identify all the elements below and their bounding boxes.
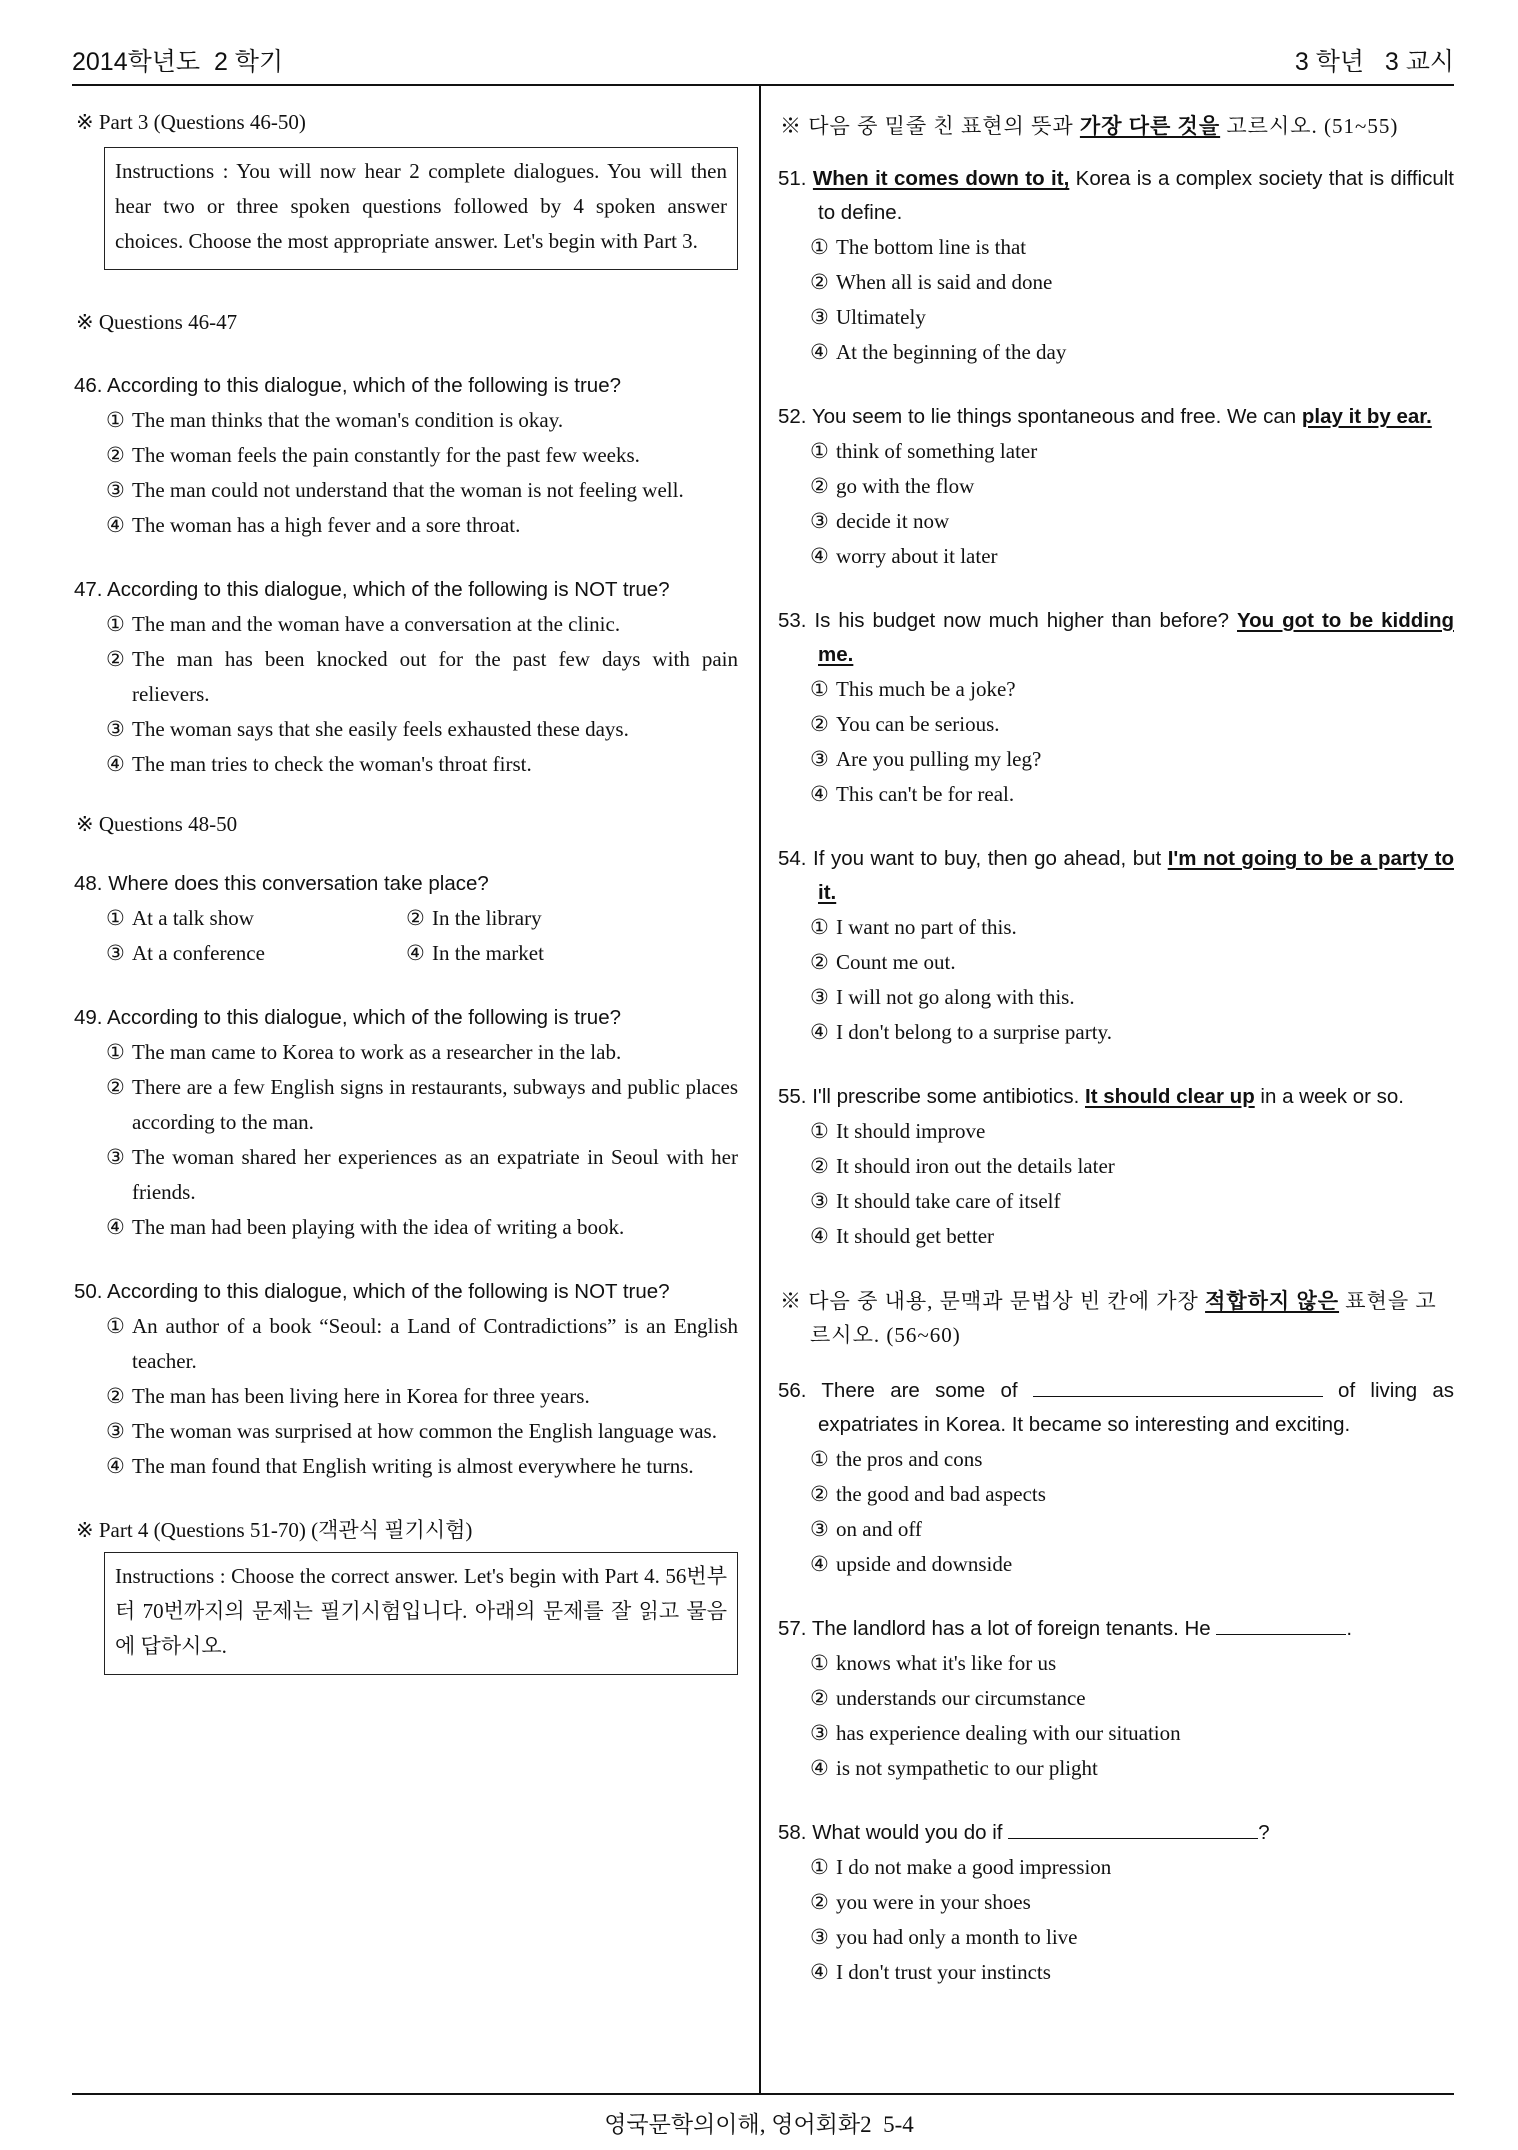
option-text: An author of a book “Seoul: a Land of Contradictions” is an English teacher. — [132, 1314, 738, 1373]
stem-text: You seem to lie things spontaneous and free. We can — [811, 405, 1302, 428]
option-1 — [778, 1442, 1454, 1477]
option-text: worry about it later — [836, 544, 998, 568]
option-1 — [778, 910, 1454, 945]
underlined-expression: You got to be kidding me. — [818, 609, 1454, 666]
option-text: The man had been playing with the idea of writing a book. — [132, 1215, 625, 1239]
option-text: You can be serious. — [836, 712, 1000, 736]
question-51 — [778, 162, 1454, 370]
questions-48-50-note: ※ Questions 48-50 — [76, 812, 238, 836]
option-marker: ① — [810, 677, 829, 701]
option-text: has experience dealing with our situation — [836, 1721, 1181, 1745]
option-marker: ③ — [106, 1419, 125, 1443]
answer-blank — [1008, 1820, 1258, 1839]
option-marker: ② — [810, 1482, 829, 1506]
option-marker: ③ — [810, 1517, 829, 1541]
option-marker: ④ — [810, 1756, 829, 1780]
option-marker: ④ — [106, 752, 125, 776]
option-marker: ② — [106, 647, 125, 671]
question-number: 53. — [778, 609, 807, 632]
note-text: ※ 다음 중 밑줄 친 표현의 뜻과 — [780, 114, 1080, 138]
question-48 — [74, 867, 738, 971]
option-marker: ④ — [810, 1552, 829, 1576]
option-text: knows what it's like for us — [836, 1651, 1057, 1675]
option-marker: ③ — [106, 717, 125, 741]
option-marker: ① — [810, 1447, 829, 1471]
stem-text: The landlord has a lot of foreign tenants. He — [811, 1617, 1217, 1640]
stem-text: Is his budget now much higher than before? — [814, 609, 1237, 632]
option-text: Are you pulling my leg? — [836, 747, 1042, 771]
option-marker: ① — [106, 612, 125, 636]
option-2 — [778, 265, 1454, 300]
note-text: 고르시오. (51~55) — [1220, 114, 1399, 138]
option-text: I want no part of this. — [836, 915, 1017, 939]
option-3 — [778, 504, 1454, 539]
stem-text: in a week or so. — [1254, 1085, 1404, 1108]
header-grade-period: 3 학년 3 교시 — [1294, 48, 1454, 76]
option-marker: ② — [810, 1154, 829, 1178]
question-number: 52. — [778, 405, 807, 428]
option-marker: ① — [106, 408, 125, 432]
header-rule — [72, 84, 1454, 86]
note-text: ※ 다음 중 내용, 문맥과 문법상 빈 칸에 가장 — [780, 1289, 1206, 1313]
option-marker: ① — [810, 439, 829, 463]
option-marker: ② — [810, 950, 829, 974]
question-stem — [778, 604, 1454, 672]
underlined-expression: It should clear up — [1085, 1085, 1255, 1108]
option-marker: ④ — [810, 1224, 829, 1248]
option-text: The man thinks that the woman's condition is okay. — [132, 408, 564, 432]
option-marker: ② — [810, 1890, 829, 1914]
footer-rule — [72, 2093, 1454, 2095]
option-marker: ④ — [106, 1215, 125, 1239]
option-text: The man tries to check the woman's throat first. — [132, 752, 532, 776]
option-text: The man could not understand that the woman is not feeling well. — [132, 478, 684, 502]
option-text: When all is said and done — [836, 270, 1053, 294]
option-3 — [778, 1184, 1454, 1219]
option-1 — [778, 672, 1454, 707]
option-marker: ② — [106, 443, 125, 467]
option-text: I do not make a good impression — [836, 1855, 1112, 1879]
question-stem — [778, 1080, 1454, 1114]
option-1 — [778, 434, 1454, 469]
option-text: the good and bad aspects — [836, 1482, 1046, 1506]
option-4 — [778, 1547, 1454, 1582]
option-1 — [74, 1035, 738, 1070]
option-1 — [74, 607, 738, 642]
option-text: The bottom line is that — [836, 235, 1027, 259]
option-marker: ② — [810, 1686, 829, 1710]
header-term: 2014학년도 2 학기 — [72, 48, 284, 76]
option-2 — [778, 707, 1454, 742]
option-text: At a conference — [132, 941, 265, 965]
option-2 — [74, 1070, 738, 1140]
right-column — [778, 110, 1454, 1990]
instruction-note-56-60 — [780, 1284, 1454, 1352]
option-2 — [778, 1885, 1454, 1920]
option-1 — [778, 230, 1454, 265]
question-stem: 46. According to this dialogue, which of the following is true? — [74, 374, 621, 397]
option-text: The woman feels the pain constantly for the past few weeks. — [132, 443, 640, 467]
question-stem — [778, 1816, 1454, 1850]
page-footer: 영국문학의이해, 영어회화2 5-4 — [604, 2112, 914, 2137]
option-1 — [778, 1850, 1454, 1885]
option-text: upside and downside — [836, 1552, 1013, 1576]
question-stem — [778, 1612, 1454, 1646]
option-marker: ③ — [810, 747, 829, 771]
question-46 — [74, 369, 738, 543]
option-marker: ② — [810, 712, 829, 736]
option-marker: ④ — [810, 1960, 829, 1984]
stem-text: ? — [1258, 1821, 1270, 1844]
option-text: It should improve — [836, 1119, 986, 1143]
question-56 — [778, 1374, 1454, 1582]
option-text: The woman was surprised at how common the English language was. — [132, 1419, 717, 1443]
option-3 — [74, 1414, 738, 1449]
option-marker: ③ — [810, 509, 829, 533]
option-3 — [74, 473, 738, 508]
stem-text: of living as expatriates in Korea. It became so interesting and exciting. — [818, 1379, 1454, 1436]
option-marker: ① — [106, 1040, 125, 1064]
note-emphasis: 적합하지 않은 — [1205, 1289, 1340, 1313]
option-3 — [778, 1920, 1454, 1955]
option-2 — [778, 1149, 1454, 1184]
stem-text: Korea is a complex society that is difficult to define. — [818, 167, 1454, 224]
answer-blank — [1033, 1378, 1323, 1397]
option-marker: ④ — [810, 782, 829, 806]
option-4 — [74, 747, 738, 782]
option-marker: ③ — [810, 985, 829, 1009]
option-text: you had only a month to live — [836, 1925, 1078, 1949]
option-4 — [778, 1751, 1454, 1786]
option-3 — [74, 936, 374, 971]
underlined-expression: When it comes down to it, — [812, 167, 1070, 190]
option-text: In the market — [432, 941, 544, 965]
option-marker: ② — [810, 270, 829, 294]
part4-instructions: Instructions : Choose the correct answer. Let's begin with Part 4. 56번부터 70번까지의 문제는 필기시험입니다. 아래의 문제를 잘 읽고 물음에 답하시오. — [104, 1552, 738, 1675]
option-1 — [74, 1309, 738, 1379]
stem-text: There are some of — [821, 1379, 1033, 1402]
question-stem: 48. Where does this conversation take place? — [74, 872, 489, 895]
option-marker: ③ — [810, 1721, 829, 1745]
page-header — [72, 42, 1454, 82]
option-text: understands our circumstance — [836, 1686, 1086, 1710]
question-stem: 49. According to this dialogue, which of the following is true? — [74, 1006, 621, 1029]
option-marker: ③ — [810, 1925, 829, 1949]
questions-46-47-note: ※ Questions 46-47 — [76, 310, 238, 334]
option-text: In the library — [432, 906, 542, 930]
option-text: At a talk show — [132, 906, 254, 930]
option-text: This much be a joke? — [836, 677, 1016, 701]
option-4 — [778, 1219, 1454, 1254]
option-4 — [778, 777, 1454, 812]
question-stem — [778, 162, 1454, 230]
question-number: 56. — [778, 1379, 807, 1402]
option-4 — [74, 1449, 738, 1484]
option-marker: ④ — [810, 340, 829, 364]
option-3 — [778, 300, 1454, 335]
note-emphasis: 가장 다른 것을 — [1079, 114, 1221, 138]
question-52 — [778, 400, 1454, 574]
option-4 — [778, 1955, 1454, 1990]
option-2 — [778, 945, 1454, 980]
question-number: 55. — [778, 1085, 807, 1108]
option-marker: ② — [106, 1075, 125, 1099]
question-53 — [778, 604, 1454, 812]
option-marker: ① — [106, 1314, 125, 1338]
part4-note: ※ Part 4 (Questions 51-70) (객관식 필기시험) — [76, 1518, 473, 1542]
left-column — [74, 110, 738, 1675]
option-text: I don't belong to a surprise party. — [836, 1020, 1112, 1044]
option-4 — [778, 335, 1454, 370]
question-number: 51. — [778, 167, 807, 190]
option-text: The man found that English writing is almost everywhere he turns. — [132, 1454, 694, 1478]
option-3 — [778, 742, 1454, 777]
option-4 — [374, 936, 674, 971]
question-55 — [778, 1080, 1454, 1254]
option-text: think of something later — [836, 439, 1038, 463]
option-marker: ③ — [106, 1145, 125, 1169]
option-text: This can't be for real. — [836, 782, 1015, 806]
underlined-expression: I'm not going to be a party to it. — [818, 847, 1454, 904]
option-marker: ③ — [106, 478, 125, 502]
option-3 — [778, 1512, 1454, 1547]
option-text: The man and the woman have a conversation at the clinic. — [132, 612, 621, 636]
question-stem: 47. According to this dialogue, which of the following is NOT true? — [74, 578, 670, 601]
option-2 — [778, 469, 1454, 504]
question-stem — [778, 1374, 1454, 1442]
option-text: I don't trust your instincts — [836, 1960, 1051, 1984]
option-marker: ① — [810, 1119, 829, 1143]
question-stem — [778, 842, 1454, 910]
option-3 — [778, 980, 1454, 1015]
option-3 — [778, 1716, 1454, 1751]
option-marker: ② — [106, 1384, 125, 1408]
note-text: 표현을 고르시오. (56~60) — [810, 1289, 1437, 1347]
stem-text: I'll prescribe some antibiotics. — [812, 1085, 1085, 1108]
option-text: the pros and cons — [836, 1447, 983, 1471]
option-text: It should iron out the details later — [836, 1154, 1115, 1178]
stem-text: If you want to buy, then go ahead, but — [813, 847, 1168, 870]
option-1 — [74, 901, 374, 936]
option-4 — [778, 1015, 1454, 1050]
option-4 — [74, 508, 738, 543]
option-marker: ① — [810, 1855, 829, 1879]
stem-text: What would you do if — [812, 1821, 1009, 1844]
question-49 — [74, 1001, 738, 1245]
option-1 — [74, 403, 738, 438]
option-2 — [74, 438, 738, 473]
stem-text: . — [1346, 1617, 1353, 1640]
question-stem: 50. According to this dialogue, which of the following is NOT true? — [74, 1280, 670, 1303]
option-2 — [778, 1477, 1454, 1512]
question-number: 58. — [778, 1821, 807, 1844]
option-marker: ① — [106, 906, 125, 930]
question-number: 54. — [778, 847, 807, 870]
question-50 — [74, 1275, 738, 1484]
question-58 — [778, 1816, 1454, 1990]
question-54 — [778, 842, 1454, 1050]
option-text: The woman shared her experiences as an expatriate in Seoul with her friends. — [132, 1145, 738, 1204]
option-text: The man came to Korea to work as a researcher in the lab. — [132, 1040, 622, 1064]
option-marker: ① — [810, 915, 829, 939]
option-text: The man has been living here in Korea for three years. — [132, 1384, 590, 1408]
option-text: Ultimately — [836, 305, 926, 329]
part3-instructions: Instructions : You will now hear 2 complete dialogues. You will then hear two or three spoken questions followed by 4 spoken answer choices. Choose the most appropriate answer. Let's begin with Part 3. — [104, 147, 738, 270]
option-text: The woman says that she easily feels exhausted these days. — [132, 717, 629, 741]
option-marker: ③ — [810, 305, 829, 329]
option-marker: ① — [810, 1651, 829, 1675]
option-text: Count me out. — [836, 950, 956, 974]
part3-note: ※ Part 3 (Questions 46-50) — [76, 110, 306, 134]
option-text: The man has been knocked out for the past few days with pain relievers. — [132, 647, 738, 706]
option-text: There are a few English signs in restaurants, subways and public places according to the man. — [132, 1075, 738, 1134]
question-57 — [778, 1612, 1454, 1786]
option-3 — [74, 1140, 738, 1210]
option-text: The woman has a high fever and a sore throat. — [132, 513, 521, 537]
instruction-note-51-55 — [780, 110, 1454, 140]
option-text: It should take care of itself — [836, 1189, 1061, 1213]
option-1 — [778, 1646, 1454, 1681]
option-2 — [778, 1681, 1454, 1716]
option-2 — [74, 1379, 738, 1414]
option-text: decide it now — [836, 509, 950, 533]
option-marker: ① — [810, 235, 829, 259]
column-divider — [759, 86, 761, 2093]
answer-blank — [1216, 1616, 1346, 1635]
underlined-expression: play it by ear. — [1301, 405, 1432, 428]
option-marker: ④ — [106, 513, 125, 537]
option-marker: ④ — [810, 1020, 829, 1044]
option-text: I will not go along with this. — [836, 985, 1075, 1009]
option-marker: ② — [406, 906, 425, 930]
option-marker: ③ — [810, 1189, 829, 1213]
question-number: 57. — [778, 1617, 807, 1640]
option-2 — [374, 901, 674, 936]
option-text: is not sympathetic to our plight — [836, 1756, 1098, 1780]
question-stem — [778, 400, 1454, 434]
option-marker: ④ — [810, 544, 829, 568]
option-text: At the beginning of the day — [836, 340, 1067, 364]
option-3 — [74, 712, 738, 747]
option-2 — [74, 642, 738, 712]
option-text: go with the flow — [836, 474, 975, 498]
option-marker: ③ — [106, 941, 125, 965]
option-marker: ② — [810, 474, 829, 498]
option-text: on and off — [836, 1517, 922, 1541]
option-text: you were in your shoes — [836, 1890, 1031, 1914]
option-1 — [778, 1114, 1454, 1149]
option-text: It should get better — [836, 1224, 995, 1248]
option-marker: ④ — [106, 1454, 125, 1478]
option-4 — [74, 1210, 738, 1245]
option-marker: ④ — [406, 941, 425, 965]
option-4 — [778, 539, 1454, 574]
question-47 — [74, 573, 738, 782]
